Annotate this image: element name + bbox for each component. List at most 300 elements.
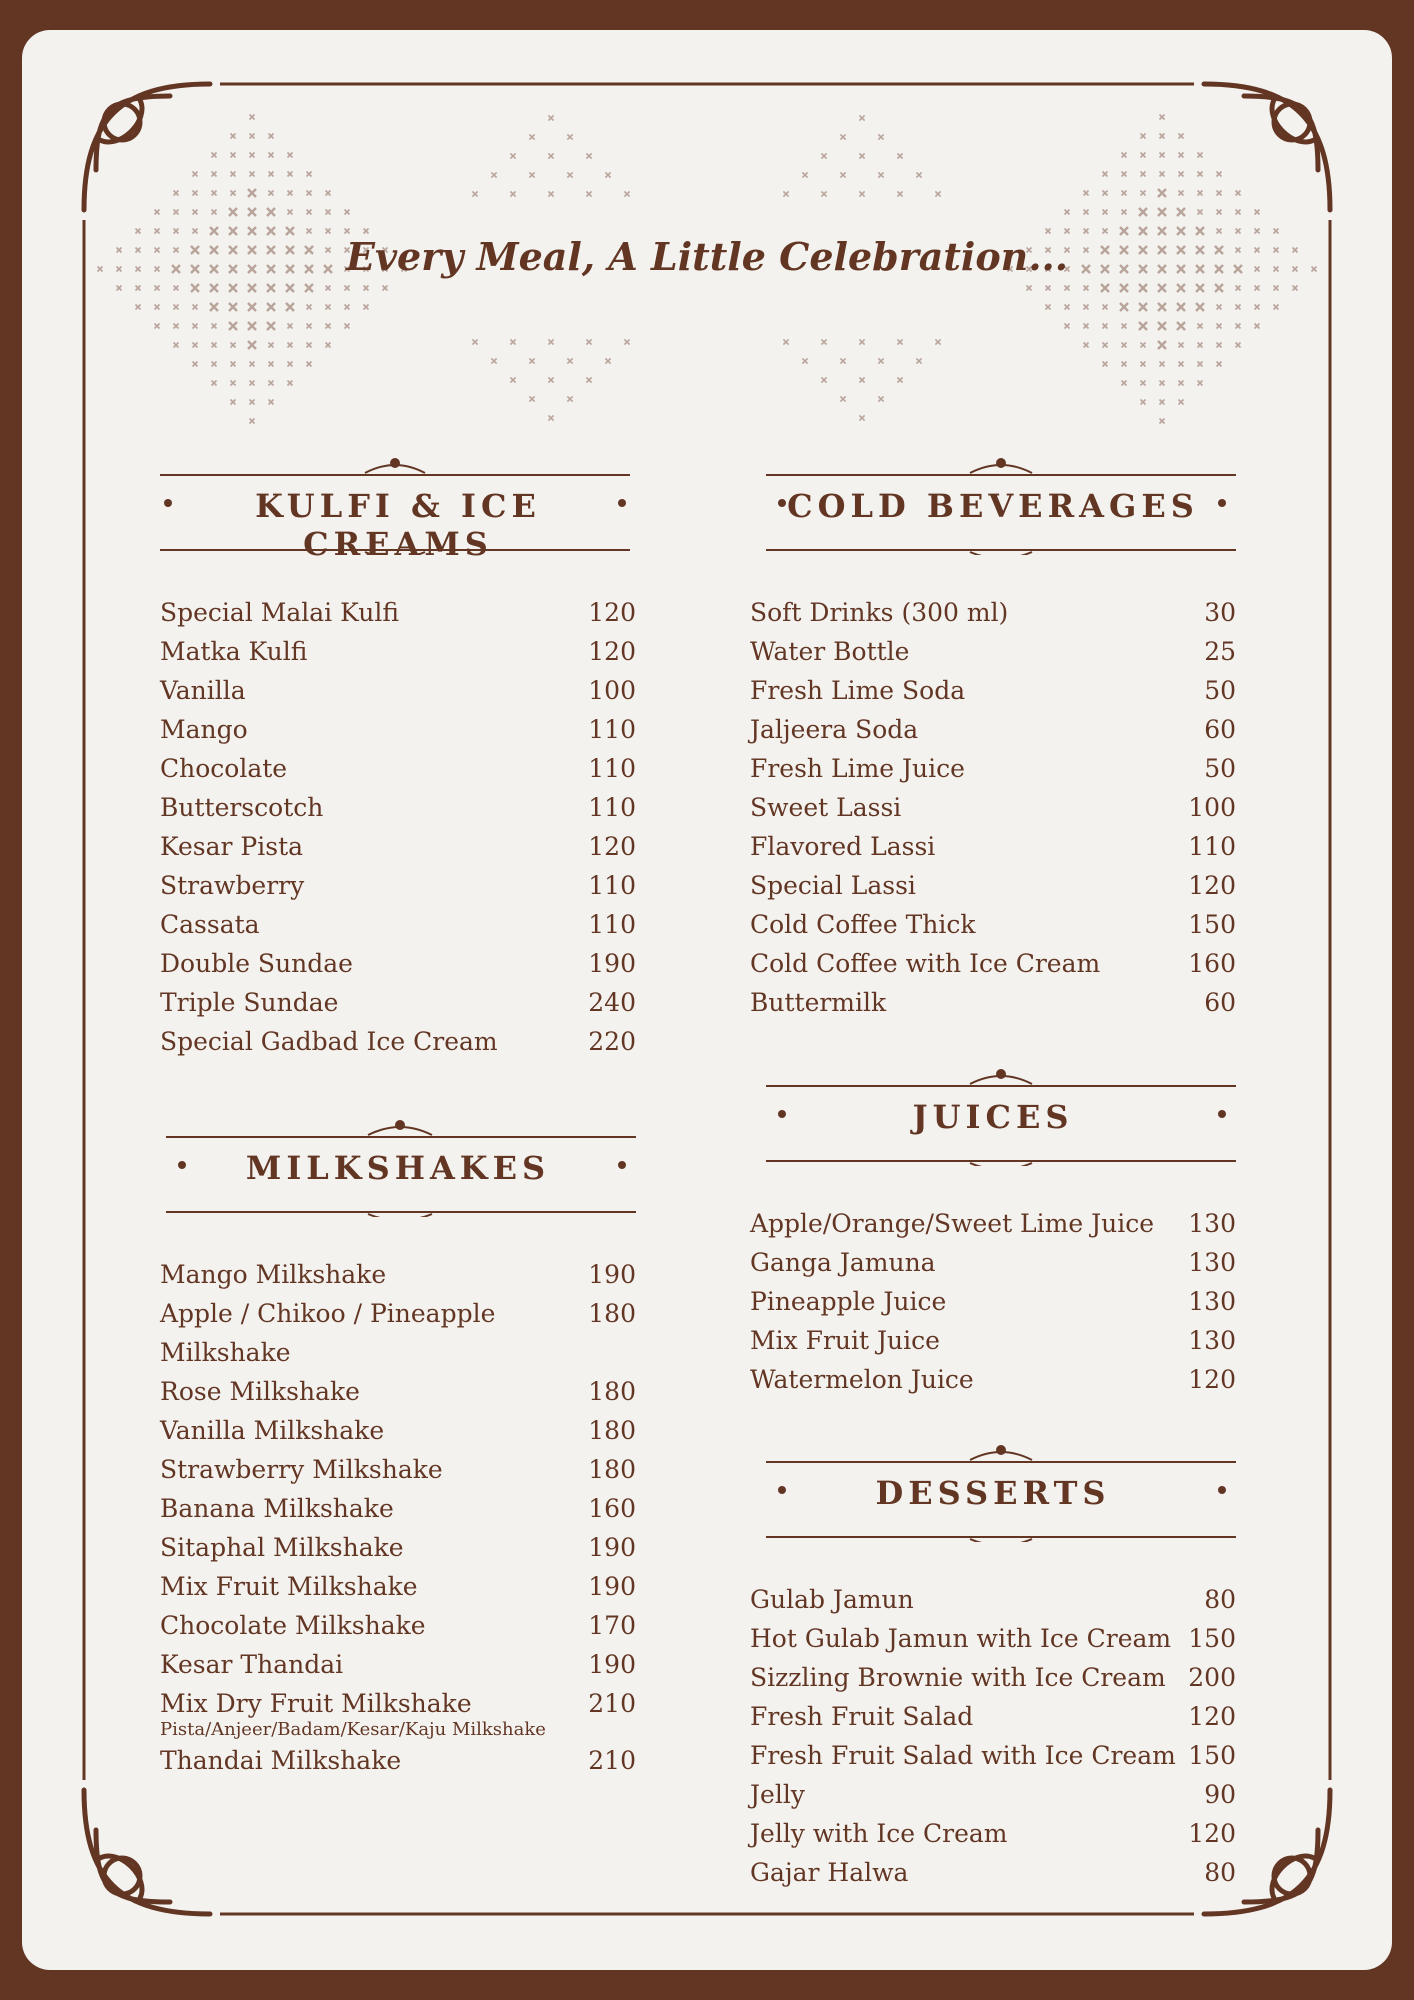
cross-stitch-icon xyxy=(286,227,294,235)
cross-stitch-icon xyxy=(1179,191,1184,196)
cross-stitch-icon xyxy=(1103,362,1108,367)
cross-stitch-icon xyxy=(1177,208,1185,216)
menu-item xyxy=(160,1741,636,1780)
cross-stitch-icon xyxy=(1198,153,1203,158)
cross-stitch-icon xyxy=(1120,227,1128,235)
cross-stitch-icon xyxy=(1179,172,1184,177)
cross-stitch-icon xyxy=(307,343,312,348)
cross-stitch-icon xyxy=(1158,227,1166,235)
cross-stitch-icon xyxy=(248,303,256,311)
menu-item-label: Gajar Halwa xyxy=(750,1858,909,1887)
cross-stitch-icon xyxy=(1158,189,1166,197)
cross-stitch-icon xyxy=(174,248,179,253)
cross-stitch-icon xyxy=(1139,265,1147,273)
cross-stitch-icon xyxy=(269,172,274,177)
menu-item-name xyxy=(160,1567,588,1606)
menu-item-price: 240 xyxy=(588,988,636,1017)
menu-item-name xyxy=(750,944,1188,983)
menu-item-price: 100 xyxy=(588,676,636,705)
cross-stitch-icon xyxy=(1196,265,1204,273)
menu-item xyxy=(750,827,1236,866)
menu-item-label: Buttermilk xyxy=(750,988,887,1017)
cross-stitch-icon xyxy=(248,246,256,254)
cross-stitch-icon xyxy=(1160,362,1165,367)
menu-item xyxy=(160,866,636,905)
cross-stitch-icon xyxy=(548,415,553,420)
menu-item xyxy=(750,671,1236,710)
cross-stitch-icon xyxy=(586,377,591,382)
cross-stitch-icon xyxy=(324,265,332,273)
menu-item-label: Mango Milkshake xyxy=(160,1260,387,1289)
cross-stitch-icon xyxy=(1065,305,1070,310)
menu-item-label: Thandai Milkshake xyxy=(160,1746,402,1775)
cross-stitch-icon xyxy=(624,191,629,196)
cross-stitch-icon xyxy=(326,210,331,215)
menu-item-price: 50 xyxy=(1204,676,1236,705)
cross-stitch-icon xyxy=(935,191,940,196)
menu-item-price: 60 xyxy=(1204,988,1236,1017)
cross-stitch-icon xyxy=(878,358,883,363)
menu-item-price: 110 xyxy=(588,754,636,783)
cross-stitch-icon xyxy=(1158,265,1166,273)
menu-item-price: 120 xyxy=(1188,1819,1236,1848)
cross-stitch-icon xyxy=(1198,210,1203,215)
cross-stitch-icon xyxy=(1274,248,1279,253)
cross-stitch-icon xyxy=(1274,305,1279,310)
cross-stitch-icon xyxy=(1217,343,1222,348)
menu-item-label: Apple / Chikoo / Pineapple Milkshake xyxy=(160,1299,496,1367)
menu-item-label: Strawberry xyxy=(160,871,305,900)
cross-stitch-icon xyxy=(1198,362,1203,367)
cross-stitch-icon xyxy=(1158,208,1166,216)
cross-stitch-icon xyxy=(191,284,199,292)
menu-item-label: Soft Drinks (300 ml) xyxy=(750,598,1009,627)
cross-stitch-icon xyxy=(840,134,845,139)
cross-stitch-icon xyxy=(510,191,515,196)
cross-stitch-icon xyxy=(172,265,180,273)
menu-item-price: 130 xyxy=(1188,1209,1236,1238)
cross-stitch-icon xyxy=(229,265,237,273)
cross-stitch-icon xyxy=(193,362,198,367)
cross-stitch-icon xyxy=(250,419,255,424)
cross-stitch-icon xyxy=(1160,115,1165,120)
cross-stitch-icon xyxy=(229,303,237,311)
menu-item-name xyxy=(750,983,1204,1022)
menu-item xyxy=(750,593,1236,632)
menu-item-label: Gulab Jamun xyxy=(750,1585,914,1614)
cross-stitch-icon xyxy=(548,153,553,158)
cross-stitch-icon xyxy=(1122,210,1127,215)
cross-stitch-icon xyxy=(1103,172,1108,177)
cross-stitch-icon xyxy=(288,210,293,215)
cross-stitch-icon xyxy=(840,358,845,363)
cross-stitch-icon xyxy=(1160,400,1165,405)
menu-item-name xyxy=(750,1853,1204,1892)
cross-stitch-icon xyxy=(1236,286,1241,291)
cross-stitch-icon xyxy=(210,284,218,292)
cross-stitch-icon xyxy=(191,246,199,254)
cross-stitch-icon xyxy=(248,189,256,197)
cross-stitch-icon xyxy=(605,172,610,177)
cross-stitch-icon xyxy=(288,381,293,386)
menu-item-label: Cold Coffee Thick xyxy=(750,910,976,939)
cross-stitch-icon xyxy=(364,305,369,310)
menu-item-label: Special Malai Kulfi xyxy=(160,598,400,627)
cross-stitch-icon xyxy=(231,343,236,348)
cross-stitch-icon xyxy=(1198,343,1203,348)
cross-stitch-icon xyxy=(231,400,236,405)
cross-stitch-icon xyxy=(305,246,313,254)
cross-stitch-icon xyxy=(212,153,217,158)
menu-item xyxy=(750,905,1236,944)
cross-stitch-icon xyxy=(288,191,293,196)
cross-stitch-icon xyxy=(193,210,198,215)
cross-stitch-icon xyxy=(802,358,807,363)
menu-item xyxy=(750,1282,1236,1321)
menu-item-name xyxy=(160,1022,588,1061)
cross-stitch-icon xyxy=(267,265,275,273)
cross-stitch-icon xyxy=(1177,246,1185,254)
menu-item-label: Jaljeera Soda xyxy=(750,715,919,744)
cross-stitch-icon xyxy=(491,172,496,177)
cross-stitch-icon xyxy=(136,267,141,272)
cross-stitch-icon xyxy=(1179,153,1184,158)
cross-stitch-icon xyxy=(136,229,141,234)
cross-stitch-icon xyxy=(286,265,294,273)
menu-item xyxy=(160,1372,636,1411)
menu-item-label: Banana Milkshake xyxy=(160,1494,394,1523)
menu-item-name xyxy=(160,1741,588,1780)
menu-item-label: Cold Coffee with Ice Cream xyxy=(750,949,1101,978)
cross-stitch-icon xyxy=(155,267,160,272)
menu-item xyxy=(160,827,636,866)
menu-item xyxy=(750,1360,1236,1399)
menu-item xyxy=(750,944,1236,983)
cross-stitch-icon xyxy=(1139,303,1147,311)
menu-item-price: 120 xyxy=(1188,1365,1236,1394)
cross-stitch-icon xyxy=(1122,191,1127,196)
cross-stitch-icon xyxy=(1177,265,1185,273)
menu-item-label: Flavored Lassi xyxy=(750,832,936,861)
menu-item-label: Special Lassi xyxy=(750,871,916,900)
menu-item-label: Mix Fruit Juice xyxy=(750,1326,940,1355)
cross-stitch-icon xyxy=(231,381,236,386)
section-desserts xyxy=(750,1442,1236,1892)
cross-stitch-icon xyxy=(1234,265,1242,273)
menu-item xyxy=(750,1658,1236,1697)
cross-stitch-icon xyxy=(1101,284,1109,292)
cross-stitch-icon xyxy=(1179,134,1184,139)
cross-stitch-icon xyxy=(364,286,369,291)
cross-stitch-icon xyxy=(1179,362,1184,367)
cross-stitch-icon xyxy=(1177,227,1185,235)
menu-item xyxy=(160,905,636,944)
cross-stitch-icon xyxy=(231,134,236,139)
cross-stitch-icon xyxy=(267,246,275,254)
cross-stitch-icon xyxy=(210,265,218,273)
cross-stitch-icon xyxy=(935,339,940,344)
cross-stitch-icon xyxy=(1046,305,1051,310)
cross-stitch-icon xyxy=(174,324,179,329)
menu-item-price: 180 xyxy=(588,1299,636,1328)
menu-item-price: 190 xyxy=(588,1650,636,1679)
menu-item xyxy=(750,983,1236,1022)
menu-item xyxy=(750,866,1236,905)
cross-stitch-icon xyxy=(1255,248,1260,253)
menu-item xyxy=(750,1580,1236,1619)
cross-stitch-icon xyxy=(248,284,256,292)
cross-stitch-icon xyxy=(1196,303,1204,311)
cross-stitch-icon xyxy=(1141,191,1146,196)
menu-item-name xyxy=(750,749,1204,788)
cross-stitch-icon xyxy=(1293,286,1298,291)
cross-stitch-icon xyxy=(783,191,788,196)
menu-item-label: Water Bottle xyxy=(750,637,910,666)
cross-stitch-icon xyxy=(567,358,572,363)
menu-item xyxy=(750,632,1236,671)
cross-stitch-icon xyxy=(1103,324,1108,329)
menu-item-label: Watermelon Juice xyxy=(750,1365,974,1394)
cross-stitch-icon xyxy=(586,153,591,158)
cross-stitch-icon xyxy=(624,339,629,344)
cross-stitch-icon xyxy=(1101,265,1109,273)
cross-stitch-icon xyxy=(1179,400,1184,405)
menu-item xyxy=(160,1022,636,1061)
cross-stitch-icon xyxy=(1139,227,1147,235)
menu-item-label: Sitaphal Milkshake xyxy=(160,1533,404,1562)
cross-stitch-icon xyxy=(345,210,350,215)
menu-item-price: 80 xyxy=(1204,1585,1236,1614)
cross-stitch-icon xyxy=(212,324,217,329)
cross-stitch-icon xyxy=(229,322,237,330)
cross-stitch-icon xyxy=(231,172,236,177)
menu-item-name xyxy=(160,944,588,983)
item-list xyxy=(750,1204,1236,1399)
cross-stitch-icon xyxy=(305,265,313,273)
menu-item xyxy=(160,710,636,749)
menu-item xyxy=(750,710,1236,749)
menu-item-label: Kesar Pista xyxy=(160,832,304,861)
menu-item-price: 190 xyxy=(588,1260,636,1289)
menu-item-label: Chocolate Milkshake xyxy=(160,1611,426,1640)
menu-item-name xyxy=(160,1255,588,1294)
menu-item-name xyxy=(160,1372,588,1411)
menu-item-price: 25 xyxy=(1204,637,1236,666)
cross-stitch-icon xyxy=(248,208,256,216)
cross-stitch-icon xyxy=(1065,229,1070,234)
menu-item-name xyxy=(160,632,588,671)
cross-stitch-icon xyxy=(1293,248,1298,253)
cross-stitch-icon xyxy=(1082,265,1090,273)
menu-item-label: Strawberry Milkshake xyxy=(160,1455,443,1484)
cross-stitch-icon xyxy=(193,343,198,348)
section-title-cold-beverages: COLD BEVERAGES xyxy=(787,487,1199,525)
cross-stitch-icon xyxy=(1160,419,1165,424)
cross-stitch-icon xyxy=(878,134,883,139)
menu-item xyxy=(160,1450,636,1489)
menu-item xyxy=(160,671,636,710)
cross-stitch-icon xyxy=(821,153,826,158)
menu-item-name xyxy=(750,1658,1188,1697)
cross-stitch-icon xyxy=(174,210,179,215)
cross-stitch-icon xyxy=(1236,343,1241,348)
menu-item xyxy=(160,1645,636,1684)
item-list xyxy=(750,593,1236,1022)
menu-item-name xyxy=(750,1697,1188,1736)
cross-stitch-icon xyxy=(248,265,256,273)
menu-item xyxy=(750,1814,1236,1853)
section-header xyxy=(750,1066,1236,1166)
menu-item xyxy=(750,1243,1236,1282)
cross-stitch-icon xyxy=(1217,324,1222,329)
menu-item-price: 150 xyxy=(1188,910,1236,939)
cross-stitch-icon xyxy=(859,415,864,420)
menu-item-name xyxy=(750,1814,1188,1853)
menu-item-label: Triple Sundae xyxy=(160,988,339,1017)
cross-stitch-icon xyxy=(174,305,179,310)
section-title-milkshakes: MILKSHAKES xyxy=(245,1149,551,1187)
menu-item-name xyxy=(160,788,588,827)
cross-stitch-icon xyxy=(326,191,331,196)
cross-stitch-icon xyxy=(1217,362,1222,367)
cross-stitch-icon xyxy=(193,305,198,310)
cross-stitch-icon xyxy=(155,229,160,234)
menu-item xyxy=(160,1489,636,1528)
cross-stitch-icon xyxy=(1198,172,1203,177)
cross-stitch-icon xyxy=(229,284,237,292)
cross-stitch-icon xyxy=(269,400,274,405)
menu-item-price: 80 xyxy=(1204,1858,1236,1887)
menu-item-name xyxy=(160,710,588,749)
section-header xyxy=(750,1442,1236,1542)
menu-item-price: 150 xyxy=(1188,1624,1236,1653)
cross-stitch-icon xyxy=(191,265,199,273)
cross-stitch-icon xyxy=(1158,341,1166,349)
cross-stitch-icon xyxy=(117,286,122,291)
cross-stitch-icon xyxy=(288,362,293,367)
cross-stitch-icon xyxy=(212,381,217,386)
cross-stitch-icon xyxy=(1122,381,1127,386)
cross-stitch-icon xyxy=(212,210,217,215)
cross-stitch-icon xyxy=(878,172,883,177)
cross-stitch-icon xyxy=(1274,286,1279,291)
menu-item-name xyxy=(750,593,1204,632)
menu-item-name xyxy=(750,1775,1204,1814)
menu-item-name xyxy=(750,905,1188,944)
menu-item-price: 130 xyxy=(1188,1248,1236,1277)
cross-stitch-icon xyxy=(1177,322,1185,330)
cross-stitch-icon xyxy=(1179,381,1184,386)
menu-item-price: 170 xyxy=(588,1611,636,1640)
cross-stitch-icon xyxy=(269,153,274,158)
cross-stitch-icon xyxy=(1255,210,1260,215)
cross-stitch-icon xyxy=(229,208,237,216)
menu-item xyxy=(750,1736,1236,1775)
cross-stitch-icon xyxy=(229,227,237,235)
cross-stitch-icon xyxy=(1312,267,1317,272)
menu-item-price: 190 xyxy=(588,949,636,978)
cross-stitch-icon xyxy=(1236,305,1241,310)
cross-stitch-icon xyxy=(1196,246,1204,254)
cross-stitch-icon xyxy=(155,248,160,253)
menu-item-name xyxy=(160,1411,588,1450)
menu-item-note: Pista/Anjeer/Badam/Kesar/Kaju Milkshake xyxy=(160,1719,546,1740)
section-juices xyxy=(750,1066,1236,1399)
menu-item-name xyxy=(750,866,1188,905)
cross-stitch-icon xyxy=(1027,286,1032,291)
cross-stitch-icon xyxy=(897,377,902,382)
menu-item xyxy=(160,1294,636,1372)
menu-item-label: Special Gadbad Ice Cream xyxy=(160,1027,498,1056)
cross-stitch-icon xyxy=(136,305,141,310)
cross-stitch-icon xyxy=(1196,227,1204,235)
cross-stitch-icon xyxy=(326,324,331,329)
menu-item xyxy=(160,1684,636,1741)
menu-item-name xyxy=(160,1645,588,1684)
cross-stitch-icon xyxy=(1084,343,1089,348)
section-milkshakes xyxy=(160,1117,636,1780)
cross-stitch-icon xyxy=(1141,153,1146,158)
menu-item-price: 180 xyxy=(588,1377,636,1406)
item-list xyxy=(160,1255,636,1780)
cross-stitch-icon xyxy=(326,343,331,348)
menu-item xyxy=(160,632,636,671)
cross-stitch-icon xyxy=(491,358,496,363)
section-cold-beverages xyxy=(750,455,1236,1022)
menu-item-label: Vanilla xyxy=(160,676,246,705)
cross-stitch-icon xyxy=(859,153,864,158)
cross-stitch-icon xyxy=(117,267,122,272)
cross-stitch-icon xyxy=(897,153,902,158)
cross-stitch-icon xyxy=(286,284,294,292)
tagline: Every Meal, A Little Celebration... xyxy=(345,234,1069,279)
menu-item-label: Sweet Lassi xyxy=(750,793,902,822)
cross-stitch-icon xyxy=(1139,284,1147,292)
cross-stitch-icon xyxy=(1122,362,1127,367)
cross-stitch-icon xyxy=(1141,343,1146,348)
menu-item-label: Fresh Lime Soda xyxy=(750,676,966,705)
cross-stitch-icon xyxy=(472,191,477,196)
menu-item-label: Mix Dry Fruit Milkshake xyxy=(160,1689,472,1718)
cross-stitch-icon xyxy=(155,210,160,215)
menu-item-price: 220 xyxy=(588,1027,636,1056)
cross-stitch-icon xyxy=(567,134,572,139)
cross-stitch-icon xyxy=(1046,286,1051,291)
menu-item-name xyxy=(750,1580,1204,1619)
cross-stitch-icon xyxy=(916,172,921,177)
cross-stitch-icon xyxy=(210,227,218,235)
cross-stitch-icon xyxy=(1274,229,1279,234)
menu-item-name xyxy=(750,671,1204,710)
cross-stitch-icon xyxy=(267,227,275,235)
cross-stitch-icon xyxy=(1103,343,1108,348)
menu-item-name xyxy=(160,983,588,1022)
cross-stitch-icon xyxy=(1065,210,1070,215)
menu-item xyxy=(160,1567,636,1606)
menu-item-price: 180 xyxy=(588,1455,636,1484)
cross-stitch-icon xyxy=(510,339,515,344)
cross-stitch-icon xyxy=(1217,210,1222,215)
cross-stitch-icon xyxy=(605,358,610,363)
cross-stitch-icon xyxy=(1255,305,1260,310)
cross-stitch-icon xyxy=(212,343,217,348)
menu-item-name xyxy=(750,710,1204,749)
cross-stitch-icon xyxy=(98,267,103,272)
cross-stitch-icon xyxy=(1084,191,1089,196)
menu-item-price: 60 xyxy=(1204,715,1236,744)
cross-stitch-icon xyxy=(250,381,255,386)
menu-item-name xyxy=(750,632,1204,671)
